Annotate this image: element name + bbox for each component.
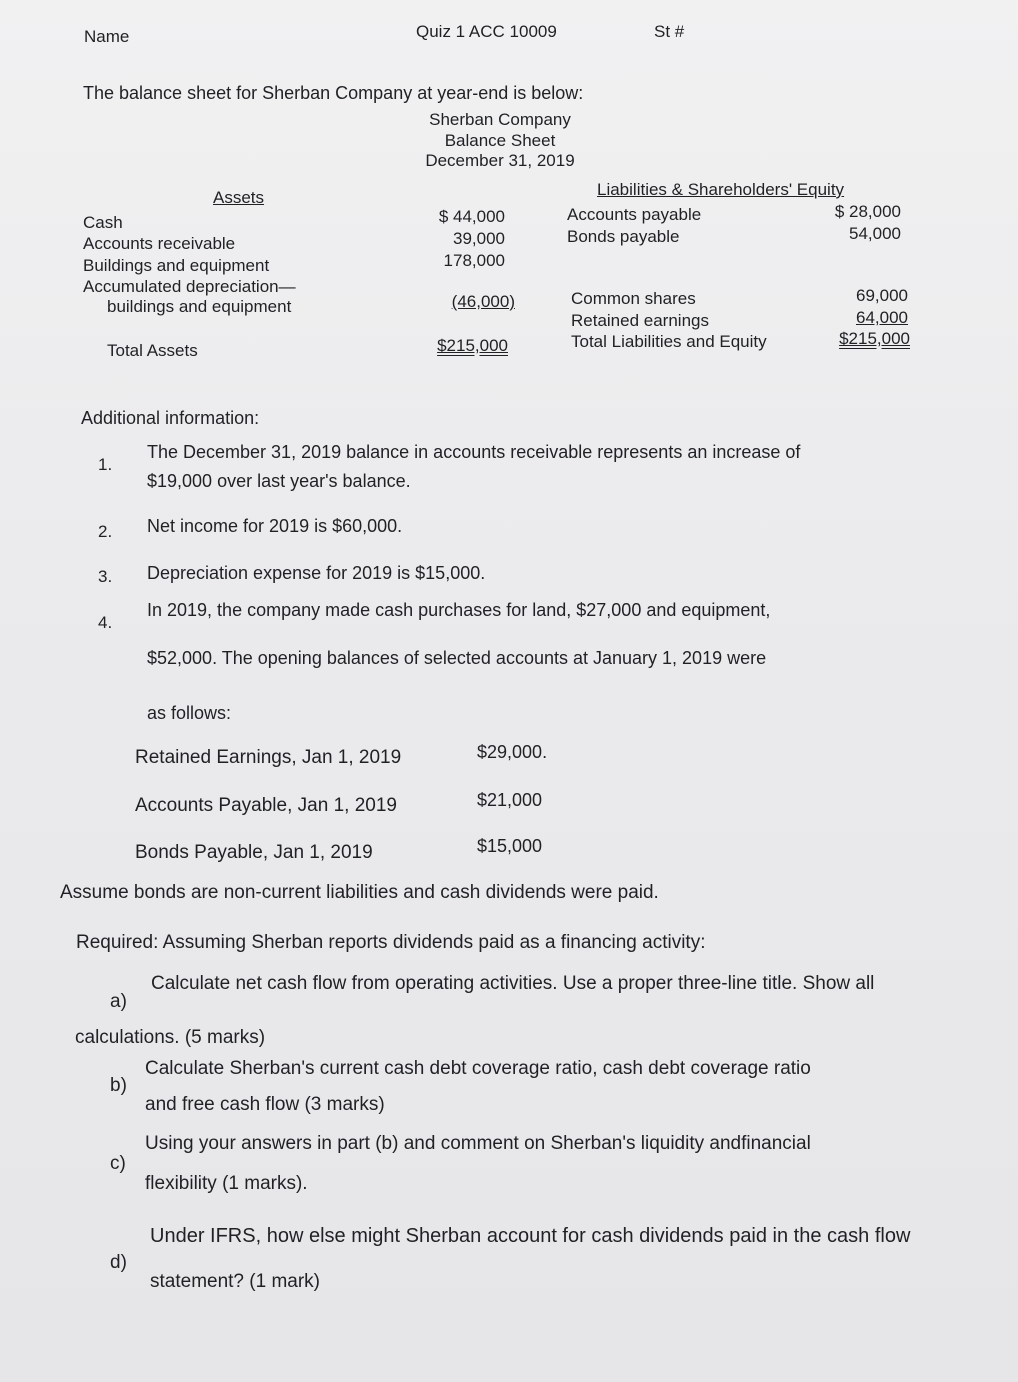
question-c-line-2: flexibility (1 marks). [145,1173,308,1194]
item-3-text: Depreciation expense for 2019 is $15,000. [147,563,486,583]
item-4-line-2: $52,000. The opening balances of selected accounts at January 1, 2019 were [147,648,767,668]
cash-value: $ 44,000 [438,207,505,226]
question-c-letter: c) [110,1153,126,1174]
assumption-text: Assume bonds are non-current liabilities and cash dividends were paid. [60,882,659,903]
retained-earnings-value: 64,000 [856,308,908,327]
retained-earnings-label: Retained earnings [571,311,709,330]
opening-balance-label: Retained Earnings, Jan 1, 2019 [135,747,402,768]
question-b-line-2: and free cash flow (3 marks) [145,1094,385,1115]
question-a-line-1: Calculate net cash flow from operating activities. Use a proper three-line title. Show all [151,973,875,994]
question-d-line-1: Under IFRS, how else might Sherban account for cash dividends paid in the cash flow [150,1225,911,1247]
total-assets-label: Total Assets [107,341,198,360]
item-4-line-1: In 2019, the company made cash purchases for land, $27,000 and equipment, [147,600,771,620]
opening-balance-value: $15,000 [477,836,543,856]
buildings-equipment-value: 178,000 [443,251,505,270]
accounts-receivable-value: 39,000 [453,229,505,248]
item-1-line-1: The December 31, 2019 balance in accounts receivable represents an increase of [147,442,801,462]
opening-balance-value: $21,000 [477,790,543,810]
item-1-number: 1. [98,455,113,474]
opening-balance-label: Accounts Payable, Jan 1, 2019 [135,795,397,816]
assets-heading: Assets [213,188,265,207]
accumulated-depreciation-label-cont: buildings and equipment [107,297,292,316]
item-4-number: 4. [98,613,113,632]
accounts-payable-label: Accounts payable [567,205,702,224]
bonds-payable-value: 54,000 [849,224,901,243]
name-label: Name [84,27,130,46]
quiz-title: Quiz 1 ACC 10009 [416,22,557,41]
required-text: Required: Assuming Sherban reports dividends paid as a financing activity: [76,932,706,953]
common-shares-value: 69,000 [856,286,908,305]
opening-balance-label: Bonds Payable, Jan 1, 2019 [135,842,373,863]
item-2-text: Net income for 2019 is $60,000. [147,516,403,536]
question-b-letter: b) [110,1075,127,1096]
item-1-line-2: $19,000 over last year's balance. [147,471,411,491]
accounts-receivable-label: Accounts receivable [83,234,236,253]
item-2-number: 2. [98,522,113,541]
question-a-line-2: calculations. (5 marks) [75,1027,266,1048]
company-name: Sherban Company [429,110,571,129]
question-d-line-2: statement? (1 mark) [150,1271,320,1292]
statement-date: December 31, 2019 [425,151,575,170]
opening-balance-value: $29,000. [477,742,548,762]
item-4-line-3: as follows: [147,703,232,723]
common-shares-label: Common shares [571,289,696,308]
accumulated-depreciation-label: Accumulated depreciation— [83,277,296,296]
question-a-letter: a) [110,991,127,1012]
accumulated-depreciation-value: (46,000) [451,292,515,311]
student-number-label: St # [654,22,685,41]
total-assets-value: $215,000 [437,336,508,355]
accounts-payable-value: $ 28,000 [834,202,901,221]
question-d-letter: d) [110,1252,127,1273]
total-liabilities-equity-value: $215,000 [839,329,910,348]
total-liabilities-equity-label: Total Liabilities and Equity [571,332,767,351]
liabilities-equity-heading: Liabilities & Shareholders' Equity [597,180,845,199]
bonds-payable-label: Bonds payable [567,227,680,246]
question-b-line-1: Calculate Sherban's current cash debt coverage ratio, cash debt coverage ratio [145,1058,811,1079]
item-3-number: 3. [98,567,113,586]
question-c-line-1: Using your answers in part (b) and comment on Sherban's liquidity andfinancial [145,1133,811,1154]
additional-info-heading: Additional information: [81,408,260,428]
statement-name: Balance Sheet [444,131,556,150]
intro-text: The balance sheet for Sherban Company at year-end is below: [83,83,584,103]
cash-label: Cash [83,213,123,232]
buildings-equipment-label: Buildings and equipment [83,256,270,275]
